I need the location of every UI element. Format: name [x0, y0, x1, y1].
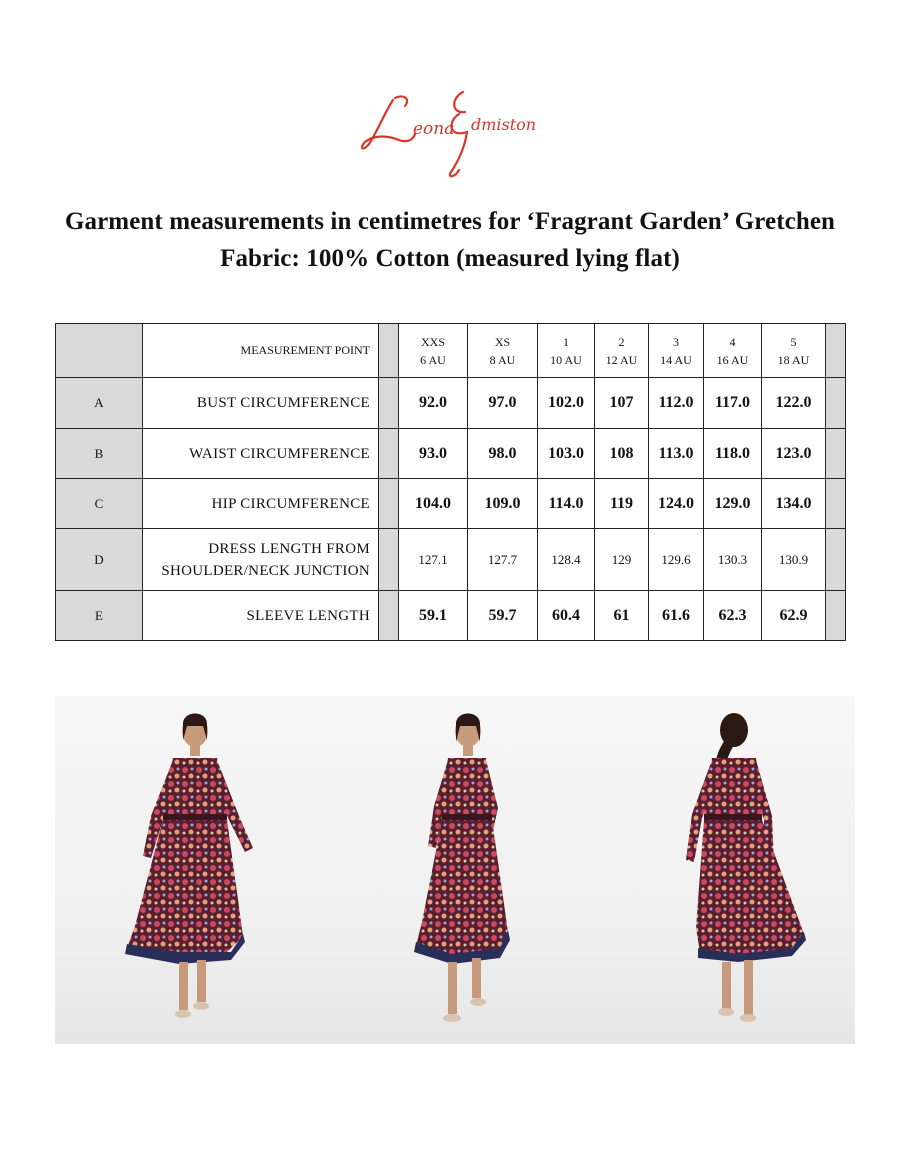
value-cell: 127.7 [468, 529, 538, 591]
value-cell: 118.0 [704, 429, 762, 479]
value-cell: 62.3 [704, 591, 762, 641]
spacer-cell [826, 529, 846, 591]
photo-model-front [55, 696, 322, 1044]
value-cell: 117.0 [704, 378, 762, 429]
value-cell: 98.0 [468, 429, 538, 479]
table-header-row [56, 324, 846, 378]
value-cell: 59.7 [468, 591, 538, 641]
model-front-figure [55, 696, 321, 1044]
value-cell: 102.0 [538, 378, 595, 429]
row-code: E [56, 591, 143, 641]
value-cell: 122.0 [762, 378, 826, 429]
value-cell: 129.6 [649, 529, 704, 591]
value-cell: 107 [595, 378, 649, 429]
size-header: 5 18 AU [762, 324, 826, 378]
value-cell: 104.0 [399, 479, 468, 529]
table-row [56, 591, 846, 641]
value-cell: 113.0 [649, 429, 704, 479]
spacer-cell [826, 591, 846, 641]
spacer-cell [379, 529, 399, 591]
size-header: 2 12 AU [595, 324, 649, 378]
size-header: 3 14 AU [649, 324, 704, 378]
value-cell: 92.0 [399, 378, 468, 429]
value-cell: 129.0 [704, 479, 762, 529]
table-row [56, 429, 846, 479]
size-header: XXS 6 AU [399, 324, 468, 378]
fabric-subtitle: Fabric: 100% Cotton (measured lying flat) [220, 245, 680, 272]
photo-model-side [322, 696, 589, 1044]
value-cell: 109.0 [468, 479, 538, 529]
model-side-figure [322, 696, 589, 1044]
value-cell: 123.0 [762, 429, 826, 479]
spacer-cell [379, 591, 399, 641]
photo-model-back [588, 696, 855, 1044]
measurement-point: WAIST CIRCUMFERENCE [143, 429, 379, 479]
header-measurement-point: MEASUREMENT POINT [143, 324, 379, 378]
value-cell: 127.1 [399, 529, 468, 591]
value-cell: 119 [595, 479, 649, 529]
value-cell: 128.4 [538, 529, 595, 591]
row-code: D [56, 529, 143, 591]
spacer-cell [379, 378, 399, 429]
spacer-cell [379, 324, 399, 378]
row-code: C [56, 479, 143, 529]
value-cell: 112.0 [649, 378, 704, 429]
measurement-point: SLEEVE LENGTH [143, 591, 379, 641]
value-cell: 93.0 [399, 429, 468, 479]
measurement-table [55, 323, 846, 641]
row-code: A [56, 378, 143, 429]
value-cell: 130.9 [762, 529, 826, 591]
measurement-point: BUST CIRCUMFERENCE [143, 378, 379, 429]
value-cell: 129 [595, 529, 649, 591]
value-cell: 134.0 [762, 479, 826, 529]
table-row [56, 378, 846, 429]
measurement-point: HIP CIRCUMFERENCE [143, 479, 379, 529]
value-cell: 60.4 [538, 591, 595, 641]
value-cell: 124.0 [649, 479, 704, 529]
header-corner [56, 324, 143, 378]
spacer-cell [826, 479, 846, 529]
spacer-cell [826, 324, 846, 378]
page-title: Garment measurements in centimetres for ‘Fragrant Garden’ Gretchen [64, 208, 836, 235]
value-cell: 108 [595, 429, 649, 479]
spacer-cell [826, 429, 846, 479]
size-header: 1 10 AU [538, 324, 595, 378]
value-cell: 61.6 [649, 591, 704, 641]
size-header: XS 8 AU [468, 324, 538, 378]
size-header: 4 16 AU [704, 324, 762, 378]
spacer-cell [826, 378, 846, 429]
brand-logo [355, 82, 545, 182]
svg-text:dmiston: dmiston [471, 115, 537, 134]
svg-text:eona: eona [413, 119, 455, 139]
table-row [56, 529, 846, 591]
value-cell: 97.0 [468, 378, 538, 429]
value-cell: 130.3 [704, 529, 762, 591]
product-photos [55, 696, 855, 1044]
value-cell: 114.0 [538, 479, 595, 529]
value-cell: 103.0 [538, 429, 595, 479]
table-row [56, 479, 846, 529]
value-cell: 61 [595, 591, 649, 641]
value-cell: 59.1 [399, 591, 468, 641]
value-cell: 62.9 [762, 591, 826, 641]
row-code: B [56, 429, 143, 479]
measurement-point: DRESS LENGTH FROM SHOULDER/NECK JUNCTION [143, 529, 379, 591]
spacer-cell [379, 429, 399, 479]
spacer-cell [379, 479, 399, 529]
model-back-figure [588, 696, 855, 1044]
